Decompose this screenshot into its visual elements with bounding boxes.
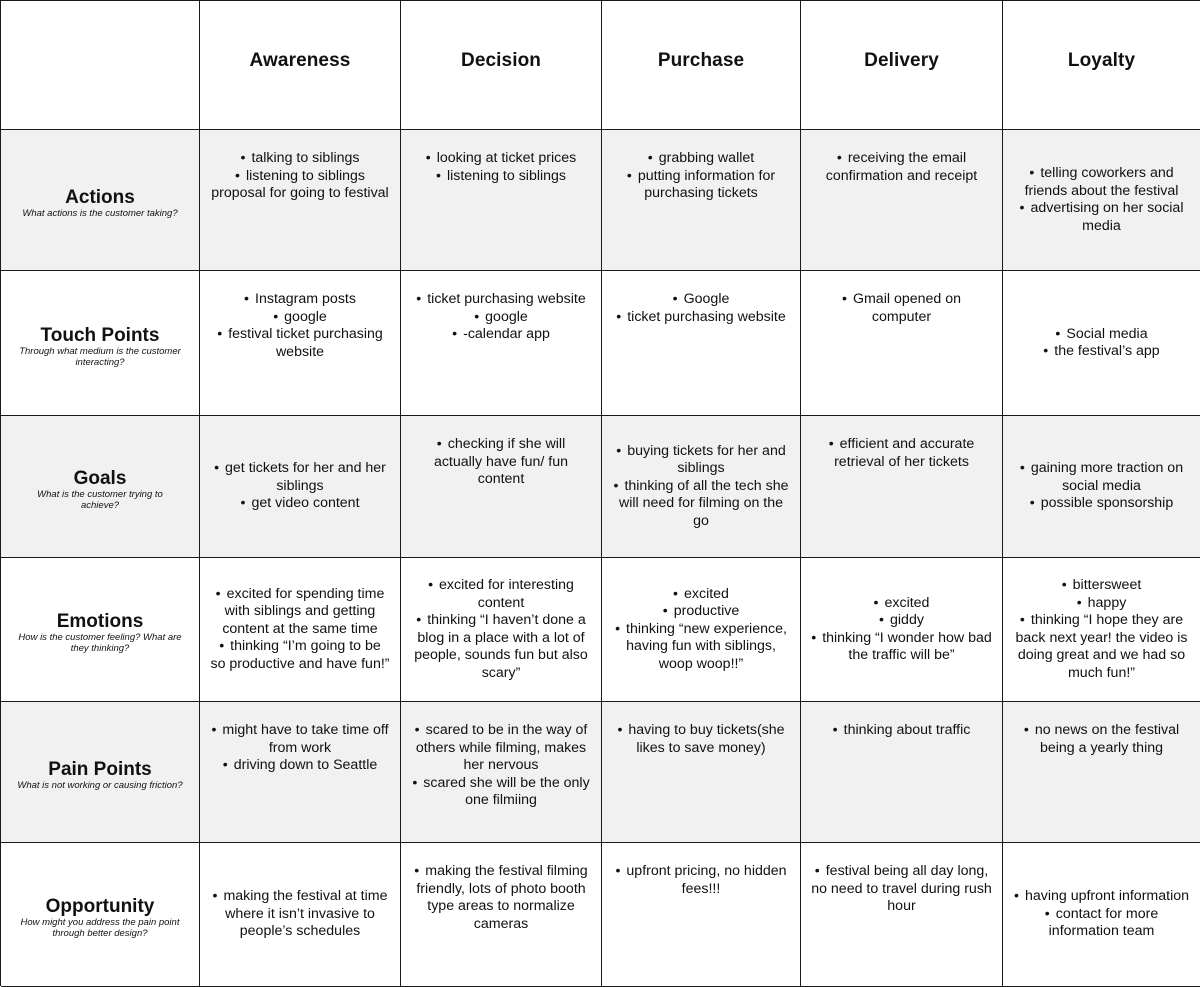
cell-opportunity-loyalty [1003, 843, 1200, 987]
bullet-item: • thinking “I haven’t done a blog in a place with a lot of people, sounds fun but also scary” [411, 612, 591, 682]
cell-goals-awareness [200, 416, 401, 558]
row-header-actions [1, 130, 200, 271]
bullet-item: • buying tickets for her and siblings [612, 443, 790, 478]
row-header-goals [1, 416, 200, 558]
bullet-list [210, 722, 390, 775]
cell-pain-points-loyalty [1003, 702, 1200, 843]
bullet-list [811, 722, 992, 740]
bullet-item: • having upfront information [1013, 888, 1190, 906]
stage-header-purchase [602, 1, 801, 130]
bullet-item: • Instagram posts [210, 291, 390, 309]
cell-goals-purchase [602, 416, 801, 558]
bullet-list [612, 150, 790, 203]
bullet-item: • productive [612, 603, 790, 621]
bullet-item: • no news on the festival being a yearly thing [1013, 722, 1190, 757]
row-subtitle: What is not working or causing friction? [17, 780, 183, 791]
stage-title: Loyalty [1067, 50, 1136, 71]
bullet-item: • festival being all day long, no need to travel during rush hour [811, 863, 992, 916]
bullet-item: • efficient and accurate retrieval of her tickets [811, 436, 992, 471]
bullet-list [612, 586, 790, 674]
cell-goals-delivery [801, 416, 1003, 558]
cell-opportunity-purchase [602, 843, 801, 987]
bullet-item: • grabbing wallet [612, 150, 790, 168]
bullet-item: • making the festival at time where it isn’t invasive to people’s schedules [210, 888, 390, 941]
bullet-item: • thinking of all the tech she will need for filming on the go [612, 478, 790, 531]
row-title: Touch Points [40, 324, 160, 346]
bullet-item: • receiving the email confirmation and receipt [811, 150, 992, 185]
row-subtitle: What actions is the customer taking? [22, 208, 178, 219]
bullet-item: • ticket purchasing website [411, 291, 591, 309]
bullet-item: • scared she will be the only one filmiing [411, 775, 591, 810]
stage-title: Delivery [864, 50, 939, 71]
row-subtitle: Through what medium is the customer interacting? [19, 345, 181, 368]
bullet-list [811, 595, 992, 665]
row-subtitle: What is the customer trying to achieve? [37, 489, 163, 511]
cell-actions-purchase [602, 130, 801, 271]
bullet-list [411, 863, 591, 933]
cell-actions-awareness [200, 130, 401, 271]
bullet-item: • thinking “new experience, having fun with siblings, woop woop!!” [612, 621, 790, 674]
stage-title: Purchase [657, 50, 745, 71]
bullet-item: • excited for spending time with siblings and getting content at the same time [210, 586, 390, 639]
bullet-item: • putting information for purchasing tickets [612, 168, 790, 203]
cell-actions-decision [401, 130, 602, 271]
bullet-list [612, 722, 790, 757]
cell-pain-points-awareness [200, 702, 401, 843]
cell-emotions-decision [401, 558, 602, 702]
cell-goals-loyalty [1003, 416, 1200, 558]
bullet-item: • the festival’s app [1013, 343, 1190, 361]
bullet-item: • advertising on her social media [1013, 200, 1190, 235]
cell-touch-points-delivery [801, 271, 1003, 416]
cell-emotions-delivery [801, 558, 1003, 702]
stage-header-loyalty [1003, 1, 1200, 130]
bullet-item: • get tickets for her and her siblings [210, 460, 390, 495]
row-subtitle: How is the customer feeling? What are they thinking? [18, 632, 182, 654]
bullet-item: • talking to siblings [210, 150, 390, 168]
cell-touch-points-awareness [200, 271, 401, 416]
row-title: Opportunity [45, 896, 155, 917]
cell-pain-points-purchase [602, 702, 801, 843]
cell-emotions-loyalty [1003, 558, 1200, 702]
corner-cell [1, 1, 200, 130]
bullet-item: • festival ticket purchasing website [210, 326, 390, 361]
bullet-item: • looking at ticket prices [411, 150, 591, 168]
bullet-item: • thinking “I wonder how bad the traffic will be” [811, 630, 992, 665]
bullet-list [210, 586, 390, 674]
bullet-item: • making the festival filming friendly, lots of photo booth type areas to normalize cameras [411, 863, 591, 933]
bullet-item: • google [210, 309, 390, 327]
bullet-item: • ticket purchasing website [612, 309, 790, 327]
bullet-list [210, 291, 390, 361]
bullet-item: • Gmail opened on computer [811, 291, 992, 326]
row-header-opportunity [1, 843, 200, 987]
bullet-item: • thinking “I’m going to be so productive and have fun!” [210, 638, 390, 673]
cell-actions-loyalty [1003, 130, 1200, 271]
bullet-list [1013, 888, 1190, 941]
cell-goals-decision [401, 416, 602, 558]
bullet-list [411, 722, 591, 810]
row-title: Actions [65, 187, 135, 208]
row-title: Emotions [56, 611, 144, 632]
cell-opportunity-decision [401, 843, 602, 987]
stage-header-delivery [801, 1, 1003, 130]
bullet-list [811, 291, 992, 326]
bullet-list [811, 863, 992, 916]
bullet-list [1013, 326, 1190, 361]
bullet-item: • upfront pricing, no hidden fees!!! [612, 863, 790, 898]
bullet-list [1013, 165, 1190, 235]
row-header-touch-points [1, 271, 200, 416]
cell-touch-points-loyalty [1003, 271, 1200, 416]
bullet-list [612, 291, 790, 326]
row-header-pain-points [1, 702, 200, 843]
row-title: Pain Points [48, 759, 152, 780]
row-header-emotions [1, 558, 200, 702]
cell-touch-points-purchase [602, 271, 801, 416]
bullet-item: • possible sponsorship [1013, 495, 1190, 513]
bullet-item: • thinking about traffic [811, 722, 992, 740]
cell-pain-points-delivery [801, 702, 1003, 843]
bullet-list [1013, 722, 1190, 757]
bullet-item: • excited for interesting content [411, 577, 591, 612]
cell-actions-delivery [801, 130, 1003, 271]
bullet-list [1013, 460, 1190, 513]
bullet-list [210, 150, 390, 203]
bullet-item: • excited [612, 586, 790, 604]
stage-header-decision [401, 1, 602, 130]
bullet-item: • listening to siblings proposal for going to festival [210, 168, 390, 203]
bullet-item: • checking if she will actually have fun/ fun content [411, 436, 591, 489]
bullet-list [811, 150, 992, 185]
bullet-item: • scared to be in the way of others while filming, makes her nervous [411, 722, 591, 775]
bullet-item: • telling coworkers and friends about the festival [1013, 165, 1190, 200]
bullet-list [210, 460, 390, 513]
stage-header-awareness [200, 1, 401, 130]
row-subtitle: How might you address the pain point through better design? [20, 917, 180, 939]
bullet-item: • gaining more traction on social media [1013, 460, 1190, 495]
cell-opportunity-delivery [801, 843, 1003, 987]
bullet-item: • bittersweet [1013, 577, 1190, 595]
bullet-item: • giddy [811, 612, 992, 630]
bullet-item: • Social media [1013, 326, 1190, 344]
bullet-item: • google [411, 309, 591, 327]
bullet-item: • might have to take time off from work [210, 722, 390, 757]
bullet-list [210, 888, 390, 941]
bullet-item: • contact for more information team [1013, 906, 1190, 941]
bullet-item: • -calendar app [411, 326, 591, 344]
cell-touch-points-decision [401, 271, 602, 416]
bullet-item: • get video content [210, 495, 390, 513]
bullet-list [612, 863, 790, 898]
stage-title: Decision [461, 50, 541, 71]
bullet-list [612, 443, 790, 531]
cell-opportunity-awareness [200, 843, 401, 987]
row-title: Goals [73, 468, 127, 489]
bullet-list [1013, 577, 1190, 682]
bullet-item: • thinking “I hope they are back next year! the video is doing great and we had so much fun!” [1013, 612, 1190, 682]
bullet-item: • listening to siblings [411, 168, 591, 186]
bullet-list [411, 577, 591, 682]
cell-emotions-purchase [602, 558, 801, 702]
bullet-item: • having to buy tickets(she likes to save money) [612, 722, 790, 757]
cell-pain-points-decision [401, 702, 602, 843]
bullet-list [411, 291, 591, 344]
bullet-list [811, 436, 992, 471]
bullet-list [411, 150, 591, 185]
bullet-list [411, 436, 591, 489]
bullet-item: • excited [811, 595, 992, 613]
cell-emotions-awareness [200, 558, 401, 702]
bullet-item: • driving down to Seattle [210, 757, 390, 775]
bullet-item: • happy [1013, 595, 1190, 613]
bullet-item: • Google [612, 291, 790, 309]
stage-title: Awareness [249, 50, 351, 71]
